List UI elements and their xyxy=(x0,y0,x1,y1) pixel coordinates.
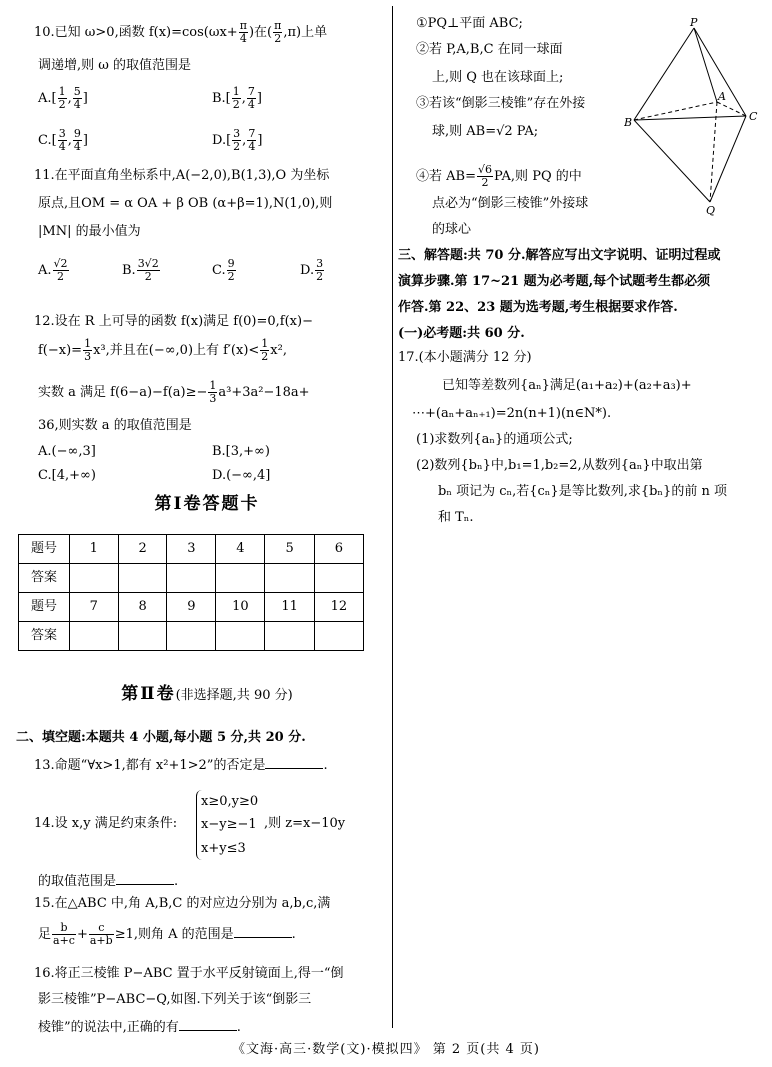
statement-3b: 球,则 AB=√2 PA; xyxy=(432,124,539,139)
required-header: (一)必考题:共 60 分. xyxy=(398,326,525,341)
table-row xyxy=(19,622,364,651)
left-column xyxy=(16,14,380,1035)
q17-part-2b: bₙ 项记为 cₙ,若{cₙ}是等比数列,求{bₙ}的前 n 项 xyxy=(438,484,727,499)
table-row xyxy=(19,593,364,622)
answer-cell[interactable] xyxy=(69,564,118,593)
statement-4a: ④若 AB= $\frac{√6}{2}$ PA,则 PQ 的中 xyxy=(416,163,582,190)
q10-option-b: B.[ $\frac{1}{2}$ , $\frac{7}{4}$ ] xyxy=(212,85,262,112)
q12-option-a: A.(−∞,3] xyxy=(38,444,96,459)
table-cell: 5 xyxy=(265,535,314,564)
statement-4d: 的球心 xyxy=(432,222,472,237)
q12-line-3: 实数 a 满足 f(6−a)−f(a)≥− $\frac{1}{3}$ a³+3a²−18a+ xyxy=(38,379,310,406)
question-16-line-1: 16.将正三棱锥 P−ABC 置于水平反射镜面上,得一“倒 xyxy=(34,966,344,981)
q17-part-2c: 和 Tₙ. xyxy=(438,510,474,525)
page-footer: 《文海·高三·数学(文)·模拟四》 第 2 页(共 4 页) xyxy=(232,1042,540,1057)
q12-option-b: B.[3,+∞) xyxy=(212,444,270,459)
label-b: B xyxy=(624,116,633,129)
column-divider xyxy=(392,6,393,1028)
reflected-pyramid-figure xyxy=(624,16,764,216)
q10-option-a: A.[ $\frac{1}{2}$ , $\frac{5}{4}$ ] xyxy=(38,85,88,112)
part-2-title: 第Ⅱ卷(非选择题,共 90 分) xyxy=(121,684,293,704)
statement-4c: 点必为“倒影三棱锥”外接球 xyxy=(432,196,589,211)
solve-header-3: 作答.第 22、23 题为选考题,考生根据要求作答. xyxy=(398,300,678,315)
edge-pb xyxy=(634,28,694,120)
answer-card-table xyxy=(18,534,364,651)
answer-cell[interactable] xyxy=(167,622,216,651)
statement-3a: ③若该“倒影三棱锥”存在外接 xyxy=(416,96,586,111)
answer-cell[interactable] xyxy=(69,622,118,651)
answer-cell[interactable] xyxy=(314,622,363,651)
label-q: Q xyxy=(706,204,716,216)
statement-1: ①PQ⊥平面 ABC; xyxy=(416,16,523,31)
table-cell: 4 xyxy=(216,535,265,564)
question-14-line-2: 的取值范围是 . xyxy=(38,874,179,889)
answer-cell[interactable] xyxy=(118,622,167,651)
q10-option-c: C.[ $\frac{3}{4}$ , $\frac{9}{4}$ ] xyxy=(38,127,88,154)
answer-blank[interactable] xyxy=(179,1018,237,1031)
answer-cell[interactable] xyxy=(314,564,363,593)
edge-cq xyxy=(710,116,746,202)
table-cell: 7 xyxy=(69,593,118,622)
q11-option-c: C. $\frac{9}{2}$ xyxy=(212,257,235,284)
question-14: 14.设 x,y 满足约束条件: x≥0,y≥0 x−y≥−1 x+y≤3 ,则 z=x−10y xyxy=(34,790,380,870)
q11-option-b: B. $\frac{3√2}{2}$ xyxy=(122,257,159,284)
constraint-system: x≥0,y≥0 x−y≥−1 x+y≤3 xyxy=(196,790,258,860)
q10-stem: 10.已知 ω>0,函数 f(x)=cos(ωx+ $\frac{\pi}{4}$ )在( $\frac{\pi}{2}$ ,π)上单 xyxy=(34,19,328,46)
label-a: A xyxy=(718,90,726,103)
q12-option-c: C.[4,+∞) xyxy=(38,468,96,483)
row-label: 题号 xyxy=(19,535,70,564)
edge-pa xyxy=(694,28,717,102)
question-13: 13.命题“∀x>1,都有 x²+1>2”的否定是 . xyxy=(34,758,328,773)
q11-line-2: 原点,且OM = α OA + β OB (α+β=1),N(1,0),则 xyxy=(38,196,333,211)
solve-header-1: 三、解答题:共 70 分.解答应写出文字说明、证明过程或 xyxy=(398,248,721,263)
answer-card-title: 第Ⅰ卷答题卡 xyxy=(154,494,260,514)
table-cell: 10 xyxy=(216,593,265,622)
q17-line-1: 已知等差数列{aₙ}满足(a₁+a₂)+(a₂+a₃)+ xyxy=(442,378,692,393)
table-cell: 8 xyxy=(118,593,167,622)
answer-cell[interactable] xyxy=(216,622,265,651)
table-cell: 2 xyxy=(118,535,167,564)
table-cell: 9 xyxy=(167,593,216,622)
table-cell: 12 xyxy=(314,593,363,622)
q17-line-2: ⋯+(aₙ+aₙ₊₁)=2n(n+1)(n∈N*). xyxy=(412,406,612,421)
row-label: 题号 xyxy=(19,593,70,622)
row-label: 答案 xyxy=(19,622,70,651)
q17-part-2a: (2)数列{bₙ}中,b₁=1,b₂=2,从数列{aₙ}中取出第 xyxy=(416,458,703,473)
q11-line-1: 11.在平面直角坐标系中,A(−2,0),B(1,3),O 为坐标 xyxy=(34,168,330,183)
question-16-line-3: 棱锥”的说法中,正确的有 . xyxy=(38,1020,241,1035)
answer-cell[interactable] xyxy=(265,564,314,593)
q12-line-4: 36,则实数 a 的取值范围是 xyxy=(38,418,192,433)
table-cell: 6 xyxy=(314,535,363,564)
q12-line-1: 12.设在 R 上可导的函数 f(x)满足 f(0)=0,f(x)− xyxy=(34,314,313,329)
answer-cell[interactable] xyxy=(216,564,265,593)
q11-line-3: |MN| 的最小值为 xyxy=(38,224,141,239)
row-label: 答案 xyxy=(19,564,70,593)
fill-section-header: 二、填空题:本题共 4 小题,每小题 5 分,共 20 分. xyxy=(16,730,306,745)
table-cell: 11 xyxy=(265,593,314,622)
q11-option-a: A. $\frac{√2}{2}$ xyxy=(38,257,68,284)
table-row xyxy=(19,535,364,564)
solve-header-2: 演算步骤.第 17~21 题为必考题,每个试题考生都必须 xyxy=(398,274,711,289)
frac-pi-4: $\frac{\pi}{4}$ xyxy=(239,19,247,46)
q12-line-2: f(−x)= $\frac{1}{3}$ x³,并且在(−∞,0)上有 f′(x)< $\frac{1}{2}$ x², xyxy=(38,337,287,364)
statement-2a: ②若 P,A,B,C 在同一球面 xyxy=(416,42,563,57)
question-15-line-2: 足 $\frac{b}{a+c}$ + $\frac{c}{a+b}$ ≥1,则角 A 的范围是 . xyxy=(38,921,296,948)
right-column xyxy=(398,14,762,1034)
edge-bq xyxy=(634,120,710,202)
frac-pi-2: $\frac{\pi}{2}$ xyxy=(274,19,282,46)
answer-cell[interactable] xyxy=(118,564,167,593)
statement-2b: 上,则 Q 也在该球面上; xyxy=(432,70,564,85)
q12-option-d: D.(−∞,4] xyxy=(212,468,271,483)
table-cell: 3 xyxy=(167,535,216,564)
table-cell: 1 xyxy=(69,535,118,564)
answer-blank[interactable] xyxy=(116,872,174,885)
answer-blank[interactable] xyxy=(234,925,292,938)
answer-cell[interactable] xyxy=(265,622,314,651)
answer-cell[interactable] xyxy=(167,564,216,593)
q17-head: 17.(本小题满分 12 分) xyxy=(398,350,532,365)
label-p: P xyxy=(690,16,698,29)
q11-option-d: D. $\frac{3}{2}$ xyxy=(300,257,324,284)
q17-part-1: (1)求数列{aₙ}的通项公式; xyxy=(416,432,573,447)
label-c: C xyxy=(749,110,758,123)
answer-blank[interactable] xyxy=(265,756,323,769)
question-16-line-2: 影三棱锥”P−ABC−Q,如图.下列关于该“倒影三 xyxy=(38,992,312,1007)
q10-option-d: D.[ $\frac{3}{2}$ , $\frac{7}{4}$ ] xyxy=(212,127,263,154)
q10-stem-2: 调递增,则 ω 的取值范围是 xyxy=(38,58,191,73)
question-15-line-1: 15.在△ABC 中,角 A,B,C 的对应边分别为 a,b,c,满 xyxy=(34,896,331,911)
table-row xyxy=(19,564,364,593)
